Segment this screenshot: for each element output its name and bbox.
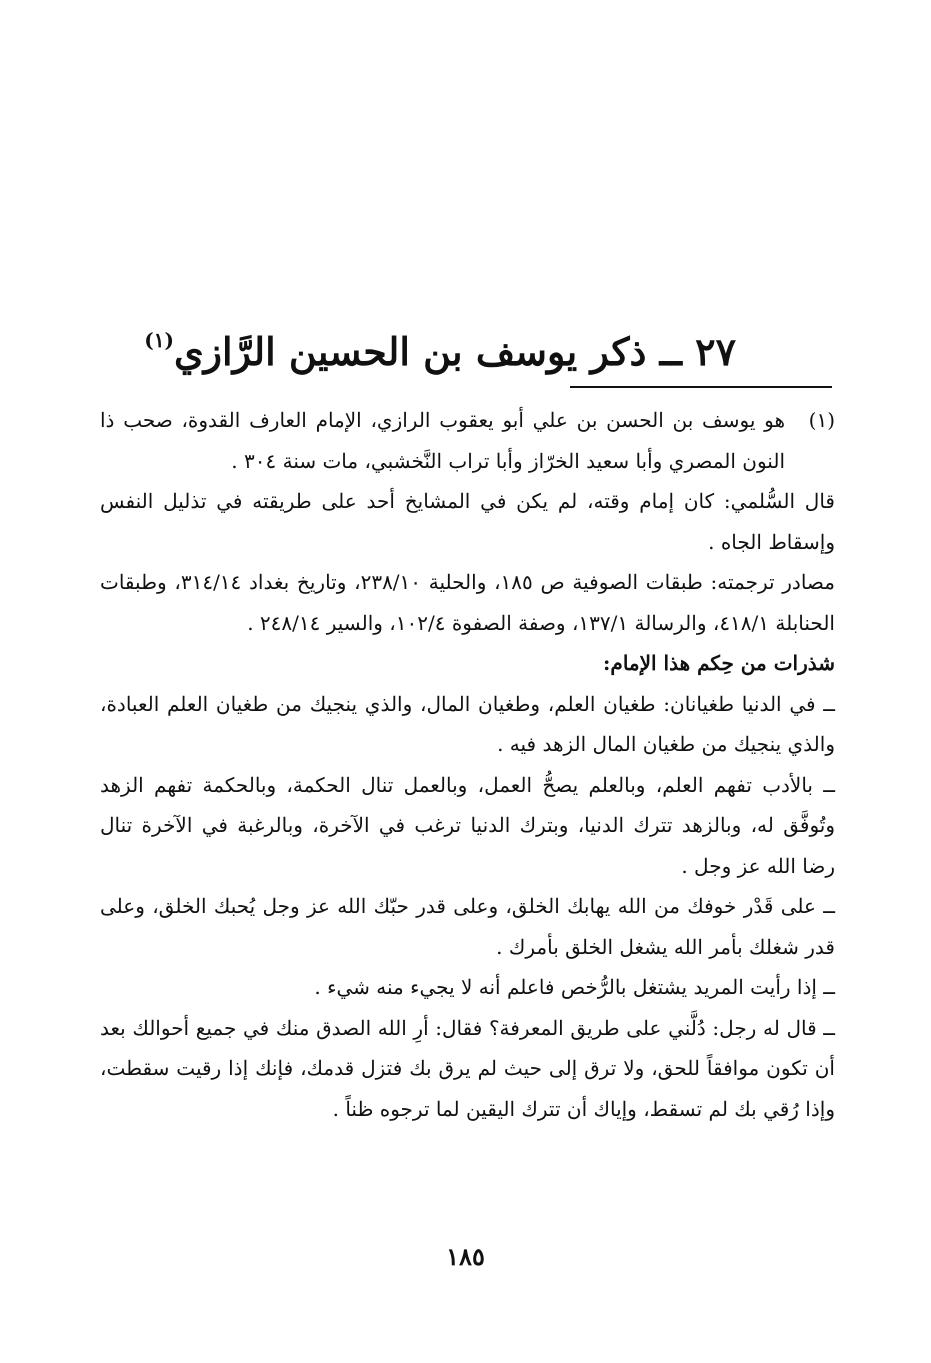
footnote-reference-marker[interactable]: (١): [144, 328, 174, 352]
footnote-number: (١): [808, 408, 835, 432]
chapter-heading: [144, 312, 736, 380]
footnote-bio-paragraph: هو يوسف بن الحسن بن علي أبو يعقوب الرازي، الإمام العارف القدوة، صحب ذا النون المصري وأبا سعيد الخرّاز وأبا تراب النَّخشبي، مات سنة ٣٠٤ .: [100, 408, 786, 473]
footnote-saying-item: ــ على قَدْر خوفك من الله يهابك الخلق، وعلى قدر حبّك الله عز وجل يُحبك الخلق، وعلى قدر شغلك بأمر الله يشغل الخلق بأمرك .: [100, 894, 835, 959]
footnote-saying-item: ــ بالأدب تفهم العلم، وبالعلم يصحُّ العمل، وبالعمل تنال الحكمة، وبالحكمة تفهم الزهد وتُوفَّق له، وبالزهد تترك الدنيا، وبترك الدنيا ترغب في الآخرة، وبالرغبة في الآخرة تنال رضا الله عز وجل .: [100, 772, 835, 878]
footnote-sayings-subheading: شذرات من حِكم هذا الإمام:: [603, 651, 835, 675]
footnote-separator-rule: [570, 386, 832, 388]
footnote-sources-paragraph: مصادر ترجمته: طبقات الصوفية ص ١٨٥، والحلية ٢٣٨/١٠، وتاريخ بغداد ٣١٤/١٤، وطبقات الحنابلة ٤١٨/١، والرسالة ١٣٧/١، وصفة الصفوة ١٠٢/٤، والسير ٢٤٨/١٤ .: [100, 570, 835, 635]
chapter-title: ٢٧ ــ ذكر يوسف بن الحسين الرَّازي: [173, 329, 736, 374]
footnotes-section: [100, 400, 835, 1129]
footnote-1: [100, 400, 835, 481]
footnote-saying-item: ــ إذا رأيت المريد يشتغل بالرُّخص فاعلم أنه لا يجيء منه شيء .: [314, 975, 835, 999]
footnote-sulami-quote-paragraph: قال السُّلمي: كان إمام وقته، لم يكن في المشايخ أحد على طريقته في تذليل النفس وإسقاط الجاه .: [100, 489, 835, 554]
footnote-saying-item: ــ في الدنيا طغيانان: طغيان العلم، وطغيان المال، والذي ينجيك من طغيان العلم العبادة، والذي ينجيك من طغيان المال الزهد فيه .: [100, 691, 835, 756]
page-number: ١٨٥: [446, 1242, 485, 1271]
footnote-saying-item: ــ قال له رجل: دُلَّني على طريق المعرفة؟ فقال: أرِ الله الصدق منك في جميع أحوالك بعد أن تكون موافقاً للحق، ولا ترق إلى حيث لم يرق بك فتزل قدمك، فإنك إذا رقيت سقطت، وإذا رُقي بك لم تسقط، وإياك أن تترك اليقين لما ترجوه ظناً .: [100, 1015, 835, 1121]
